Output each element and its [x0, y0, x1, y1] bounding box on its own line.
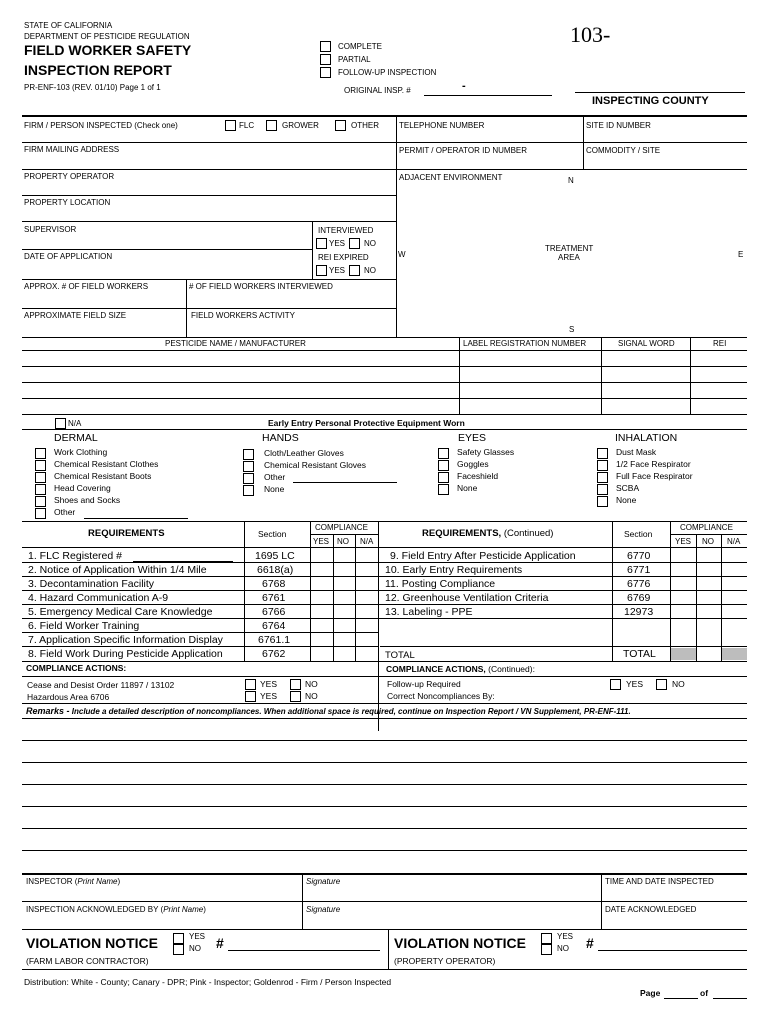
total-label: TOTAL [385, 650, 415, 661]
na-header-cont: N/A [727, 537, 741, 546]
eyes-item: Goggles [457, 459, 489, 469]
compass-east: E [738, 250, 744, 259]
approx-workers-label: APPROX. # OF FIELD WORKERS [24, 282, 149, 291]
violation-flc-no-label: NO [189, 944, 201, 953]
inhalation-item: Full Face Respirator [616, 471, 693, 481]
correct-by-label: Correct Noncompliances By: [387, 691, 495, 701]
page-number-line[interactable] [664, 998, 698, 999]
cease-yes-label: YES [260, 679, 278, 689]
section-header: Section [258, 529, 287, 539]
divider [355, 534, 356, 661]
divider [22, 661, 747, 662]
violation-op-hash: # [586, 935, 594, 951]
violation-notice-operator-title: VIOLATION NOTICE [394, 935, 526, 951]
divider [302, 873, 303, 929]
complete-label: COMPLETE [338, 42, 383, 51]
requirement-section: 6776 [627, 578, 651, 590]
supervisor-label: SUPERVISOR [24, 225, 77, 234]
total-label-cont: TOTAL [623, 648, 656, 660]
requirement-row: 6. Field Worker Training [28, 620, 140, 632]
divider [670, 521, 671, 661]
partial-label: PARTIAL [338, 55, 371, 64]
label-reg-header: LABEL REGISTRATION NUMBER [463, 339, 587, 348]
divider [22, 873, 747, 875]
divider [22, 115, 747, 117]
divider [310, 534, 378, 535]
divider [22, 308, 396, 309]
divider [22, 576, 747, 577]
remarks-line[interactable] [22, 784, 747, 785]
cease-desist-label: Cease and Desist Order 11897 / 13102 [27, 680, 175, 690]
compass-north: N [568, 176, 574, 185]
divider [22, 350, 747, 351]
divider [22, 676, 747, 677]
original-insp-label: ORIGINAL INSP. # [344, 86, 411, 95]
eyes-checkbox[interactable] [438, 460, 449, 471]
requirements-cont-title: REQUIREMENTS, (Continued) [422, 528, 554, 539]
divider [333, 534, 334, 661]
flc-label: FLC [239, 121, 255, 130]
violation-flc-hash: # [216, 935, 224, 951]
violation-op-number-line[interactable] [598, 950, 747, 951]
signal-word-header: SIGNAL WORD [618, 339, 675, 348]
hands-checkbox[interactable] [243, 449, 254, 460]
inhalation-heading: INHALATION [615, 432, 678, 444]
department-label: DEPARTMENT OF PESTICIDE REGULATION [24, 32, 190, 41]
eyes-heading: EYES [458, 432, 487, 444]
violation-notice-flc-title: VIOLATION NOTICE [26, 935, 158, 951]
followup-checkbox[interactable] [320, 67, 331, 78]
violation-flc-yes-checkbox[interactable] [173, 933, 184, 944]
dermal-checkbox[interactable] [35, 460, 46, 471]
divider [380, 646, 747, 647]
flc-checkbox[interactable] [225, 120, 236, 131]
divider [690, 337, 691, 414]
requirement-row: 11. Posting Compliance [385, 578, 496, 590]
dermal-item: Work Clothing [54, 447, 108, 457]
hazard-yes-label: YES [260, 691, 278, 701]
divider [22, 901, 747, 902]
followup-required-label: Follow-up Required [387, 679, 461, 689]
mailing-label: FIRM MAILING ADDRESS [24, 145, 120, 154]
original-insp-line[interactable] [424, 95, 552, 96]
total-shade [722, 648, 747, 660]
pesticide-row-line[interactable] [22, 366, 747, 367]
divider [22, 604, 747, 605]
remarks-label: Remarks - Include a detailed description of noncompliances. When additional space is required, continue on Inspection Report / VN Supplement, PR-ENF-111. [26, 706, 631, 716]
remarks-line[interactable] [22, 850, 747, 851]
divider [22, 195, 396, 196]
na-header: N/A [360, 537, 374, 546]
hands-checkbox[interactable] [243, 485, 254, 496]
yes-header: YES [313, 537, 330, 546]
complete-checkbox[interactable] [320, 41, 331, 52]
hands-checkbox[interactable] [243, 473, 254, 484]
telephone-label: TELEPHONE NUMBER [399, 121, 485, 130]
requirement-section: 6762 [262, 648, 286, 660]
rei-header: REI [713, 339, 727, 348]
requirement-section: 6770 [627, 550, 651, 562]
followup-yes-checkbox[interactable] [610, 679, 621, 690]
violation-flc-sub: (FARM LABOR CONTRACTOR) [26, 956, 149, 966]
divider [22, 279, 396, 280]
adjacent-label: ADJACENT ENVIRONMENT [399, 173, 503, 182]
divider [22, 429, 747, 430]
followup-no-checkbox[interactable] [656, 679, 667, 690]
divider [310, 521, 311, 661]
hands-item: None [264, 484, 285, 494]
date-ack-label: DATE ACKNOWLEDGED [605, 905, 697, 914]
compliance-actions-title: COMPLIANCE ACTIONS: [26, 663, 127, 673]
divider [312, 221, 313, 279]
divider [22, 249, 312, 250]
requirement-section: 6764 [262, 620, 286, 632]
remarks-line[interactable] [22, 762, 747, 763]
workers-activity-label: FIELD WORKERS ACTIVITY [191, 311, 296, 320]
requirement-section: 6771 [627, 564, 651, 576]
ppe-na-checkbox[interactable] [55, 418, 66, 429]
divider [22, 547, 747, 548]
inhalation-item: 1/2 Face Respirator [616, 459, 691, 469]
divider [378, 521, 379, 731]
violation-flc-yes-label: YES [189, 932, 206, 941]
dermal-checkbox[interactable] [35, 448, 46, 459]
divider [22, 521, 747, 522]
inspector-label: INSPECTOR (Print Name) [26, 877, 121, 886]
cease-no-checkbox[interactable] [290, 679, 301, 690]
requirement-section: 6768 [262, 578, 286, 590]
divider [22, 646, 378, 647]
requirements-title: REQUIREMENTS [88, 528, 165, 539]
divider [396, 115, 397, 337]
requirement-row: 9. Field Entry After Pesticide Application [390, 550, 576, 562]
requirement-row: 12. Greenhouse Ventilation Criteria [385, 592, 549, 604]
state-label: STATE OF CALIFORNIA [24, 21, 113, 30]
violation-op-yes-checkbox[interactable] [541, 933, 552, 944]
remarks-line[interactable] [22, 806, 747, 807]
eyes-item: None [457, 483, 478, 493]
cease-no-label: NO [305, 679, 318, 689]
interviewed-no-checkbox[interactable] [349, 238, 360, 249]
yes-header-cont: YES [675, 537, 692, 546]
hands-item: Chemical Resistant Gloves [264, 460, 367, 470]
requirement-row: 1. FLC Registered # [28, 550, 122, 562]
form-title-line1: FIELD WORKER SAFETY [24, 42, 192, 58]
divider [22, 142, 747, 143]
form-id: PR-ENF-103 (REV. 01/10) Page 1 of 1 [24, 83, 161, 92]
dermal-other-line[interactable] [84, 518, 188, 519]
divider [22, 562, 747, 563]
divider [22, 337, 747, 338]
divider [22, 618, 747, 619]
pesticide-row-line[interactable] [22, 398, 747, 399]
eyes-checkbox[interactable] [438, 484, 449, 495]
field-size-label: APPROXIMATE FIELD SIZE [24, 311, 127, 320]
hazard-no-checkbox[interactable] [290, 691, 301, 702]
dermal-checkbox[interactable] [35, 484, 46, 495]
requirement-section: 6618(a) [257, 564, 294, 576]
dermal-checkbox[interactable] [35, 472, 46, 483]
followup-label: FOLLOW-UP INSPECTION [338, 68, 437, 77]
divider [696, 534, 697, 661]
acknowledged-by-label: INSPECTION ACKNOWLEDGED BY (Print Name) [26, 905, 206, 914]
other-checkbox[interactable] [335, 120, 346, 131]
requirement-row: 10. Early Entry Requirements [385, 564, 523, 576]
divider [22, 703, 747, 704]
rei-yes-label: YES [329, 266, 346, 275]
followup-no-label: NO [672, 679, 685, 689]
dermal-item: Chemical Resistant Clothes [54, 459, 159, 469]
divider [670, 534, 747, 535]
dermal-item: Head Covering [54, 483, 111, 493]
requirement-section: 12973 [624, 606, 654, 618]
requirement-row: 8. Field Work During Pesticide Application [28, 648, 223, 660]
time-date-label: TIME AND DATE INSPECTED [605, 877, 714, 886]
eyes-item: Safety Glasses [457, 447, 515, 457]
violation-flc-no-checkbox[interactable] [173, 944, 184, 955]
of-label: of [700, 988, 709, 998]
eyes-checkbox[interactable] [438, 472, 449, 483]
operator-label: PROPERTY OPERATOR [24, 172, 115, 181]
divider [721, 534, 722, 661]
hands-item: Other [264, 472, 286, 482]
divider [22, 718, 747, 719]
requirement-section: 6766 [262, 606, 286, 618]
requirement-section: 1695 LC [255, 550, 295, 562]
remarks-line[interactable] [22, 740, 747, 741]
treatment-area-label: TREATMENT [545, 244, 594, 253]
interviewed-no-label: NO [364, 239, 376, 248]
divider [601, 873, 602, 929]
ppe-title: Early Entry Personal Protective Equipment Worn [268, 418, 465, 428]
no-header-cont: NO [702, 537, 714, 546]
inspecting-county-label: INSPECTING COUNTY [592, 95, 709, 107]
dermal-checkbox[interactable] [35, 508, 46, 519]
rei-yes-checkbox[interactable] [316, 265, 327, 276]
violation-op-no-checkbox[interactable] [541, 944, 552, 955]
grower-checkbox[interactable] [266, 120, 277, 131]
hands-item: Cloth/Leather Gloves [264, 448, 344, 458]
ppe-na-label: N/A [68, 419, 82, 428]
inhalation-checkbox[interactable] [597, 472, 608, 483]
interviewed-yes-label: YES [329, 239, 346, 248]
grower-label: GROWER [282, 121, 319, 130]
ack-signature-label: Signature [306, 905, 341, 914]
requirement-section: 6769 [627, 592, 651, 604]
requirement-row: 4. Hazard Communication A-9 [28, 592, 169, 604]
violation-op-no-label: NO [557, 944, 569, 953]
workers-interviewed-label: # OF FIELD WORKERS INTERVIEWED [189, 282, 333, 291]
hands-heading: HANDS [262, 432, 299, 444]
divider [244, 521, 245, 661]
section-header-cont: Section [624, 529, 653, 539]
divider [583, 115, 584, 169]
divider [612, 521, 613, 661]
page-total-line[interactable] [713, 998, 747, 999]
violation-flc-number-line[interactable] [228, 950, 380, 951]
hands-checkbox[interactable] [243, 461, 254, 472]
inhalation-checkbox[interactable] [597, 484, 608, 495]
violation-op-yes-label: YES [557, 932, 574, 941]
report-number: 103- [570, 22, 611, 47]
hazard-no-label: NO [305, 691, 318, 701]
interviewed-label: INTERVIEWED [318, 226, 374, 235]
firm-label: FIRM / PERSON INSPECTED (Check one) [24, 121, 178, 130]
treatment-area-label2: AREA [558, 253, 580, 262]
rei-expired-label: REI EXPIRED [318, 253, 369, 262]
divider [22, 590, 747, 591]
rei-no-label: NO [364, 266, 376, 275]
pesticide-row-line[interactable] [22, 382, 747, 383]
hazard-yes-checkbox[interactable] [245, 691, 256, 702]
dermal-item: Shoes and Socks [54, 495, 121, 505]
total-shade [671, 648, 696, 660]
distribution-text: Distribution: White - County; Canary - DPR; Pink - Inspector; Goldenrod - Firm / Person Inspected [24, 977, 392, 987]
inhalation-item: None [616, 495, 637, 505]
dermal-item: Chemical Resistant Boots [54, 471, 152, 481]
dermal-item: Other [54, 507, 76, 517]
requirement-row: 7. Application Specific Information Display [28, 634, 223, 646]
interviewed-yes-checkbox[interactable] [316, 238, 327, 249]
eyes-checkbox[interactable] [438, 448, 449, 459]
pesticide-row-line[interactable] [22, 414, 747, 415]
divider [388, 929, 389, 969]
inspector-signature-label: Signature [306, 877, 341, 886]
divider [22, 169, 747, 170]
page-label: Page [640, 988, 661, 998]
requirement-row: 5. Emergency Medical Care Knowledge [28, 606, 213, 618]
dermal-checkbox[interactable] [35, 496, 46, 507]
commodity-label: COMMODITY / SITE [586, 146, 661, 155]
hazardous-area-label: Hazardous Area 6706 [27, 692, 110, 702]
dermal-heading: DERMAL [54, 432, 98, 444]
inhalation-checkbox[interactable] [597, 460, 608, 471]
compass-south: S [569, 325, 575, 334]
hands-other-line[interactable] [293, 482, 397, 483]
divider [601, 337, 602, 414]
rei-no-checkbox[interactable] [349, 265, 360, 276]
requirement-row: 13. Labeling - PPE [385, 606, 473, 618]
other-label: OTHER [351, 121, 379, 130]
date-application-label: DATE OF APPLICATION [24, 252, 113, 261]
site-id-label: SITE ID NUMBER [586, 121, 651, 130]
compliance-header-cont: COMPLIANCE [680, 523, 733, 532]
violation-op-sub: (PROPERTY OPERATOR) [394, 956, 496, 966]
no-header: NO [337, 537, 349, 546]
pesticide-name-header: PESTICIDE NAME / MANUFACTURER [165, 339, 306, 348]
compliance-header: COMPLIANCE [315, 523, 368, 532]
divider [22, 632, 378, 633]
requirement-section: 6761.1 [258, 634, 291, 646]
location-label: PROPERTY LOCATION [24, 198, 111, 207]
inhalation-item: SCBA [616, 483, 640, 493]
county-line[interactable] [575, 92, 745, 93]
original-insp-dash: - [462, 80, 466, 92]
followup-yes-label: YES [626, 679, 644, 689]
divider [459, 337, 460, 414]
inhalation-checkbox[interactable] [597, 448, 608, 459]
compliance-actions-cont-title: COMPLIANCE ACTIONS, (Continued): [386, 664, 535, 674]
divider [22, 221, 396, 222]
cease-yes-checkbox[interactable] [245, 679, 256, 690]
divider [22, 969, 747, 970]
inhalation-checkbox[interactable] [597, 496, 608, 507]
permit-label: PERMIT / OPERATOR ID NUMBER [399, 146, 528, 155]
partial-checkbox[interactable] [320, 54, 331, 65]
requirement-row: 3. Decontamination Facility [28, 578, 155, 590]
requirement-row: 2. Notice of Application Within 1/4 Mile [28, 564, 207, 576]
divider [22, 929, 747, 930]
form-title-line2: INSPECTION REPORT [24, 62, 172, 78]
remarks-line[interactable] [22, 828, 747, 829]
inhalation-item: Dust Mask [616, 447, 657, 457]
requirement-section: 6761 [262, 592, 286, 604]
eyes-item: Faceshield [457, 471, 499, 481]
compass-west: W [398, 250, 406, 259]
